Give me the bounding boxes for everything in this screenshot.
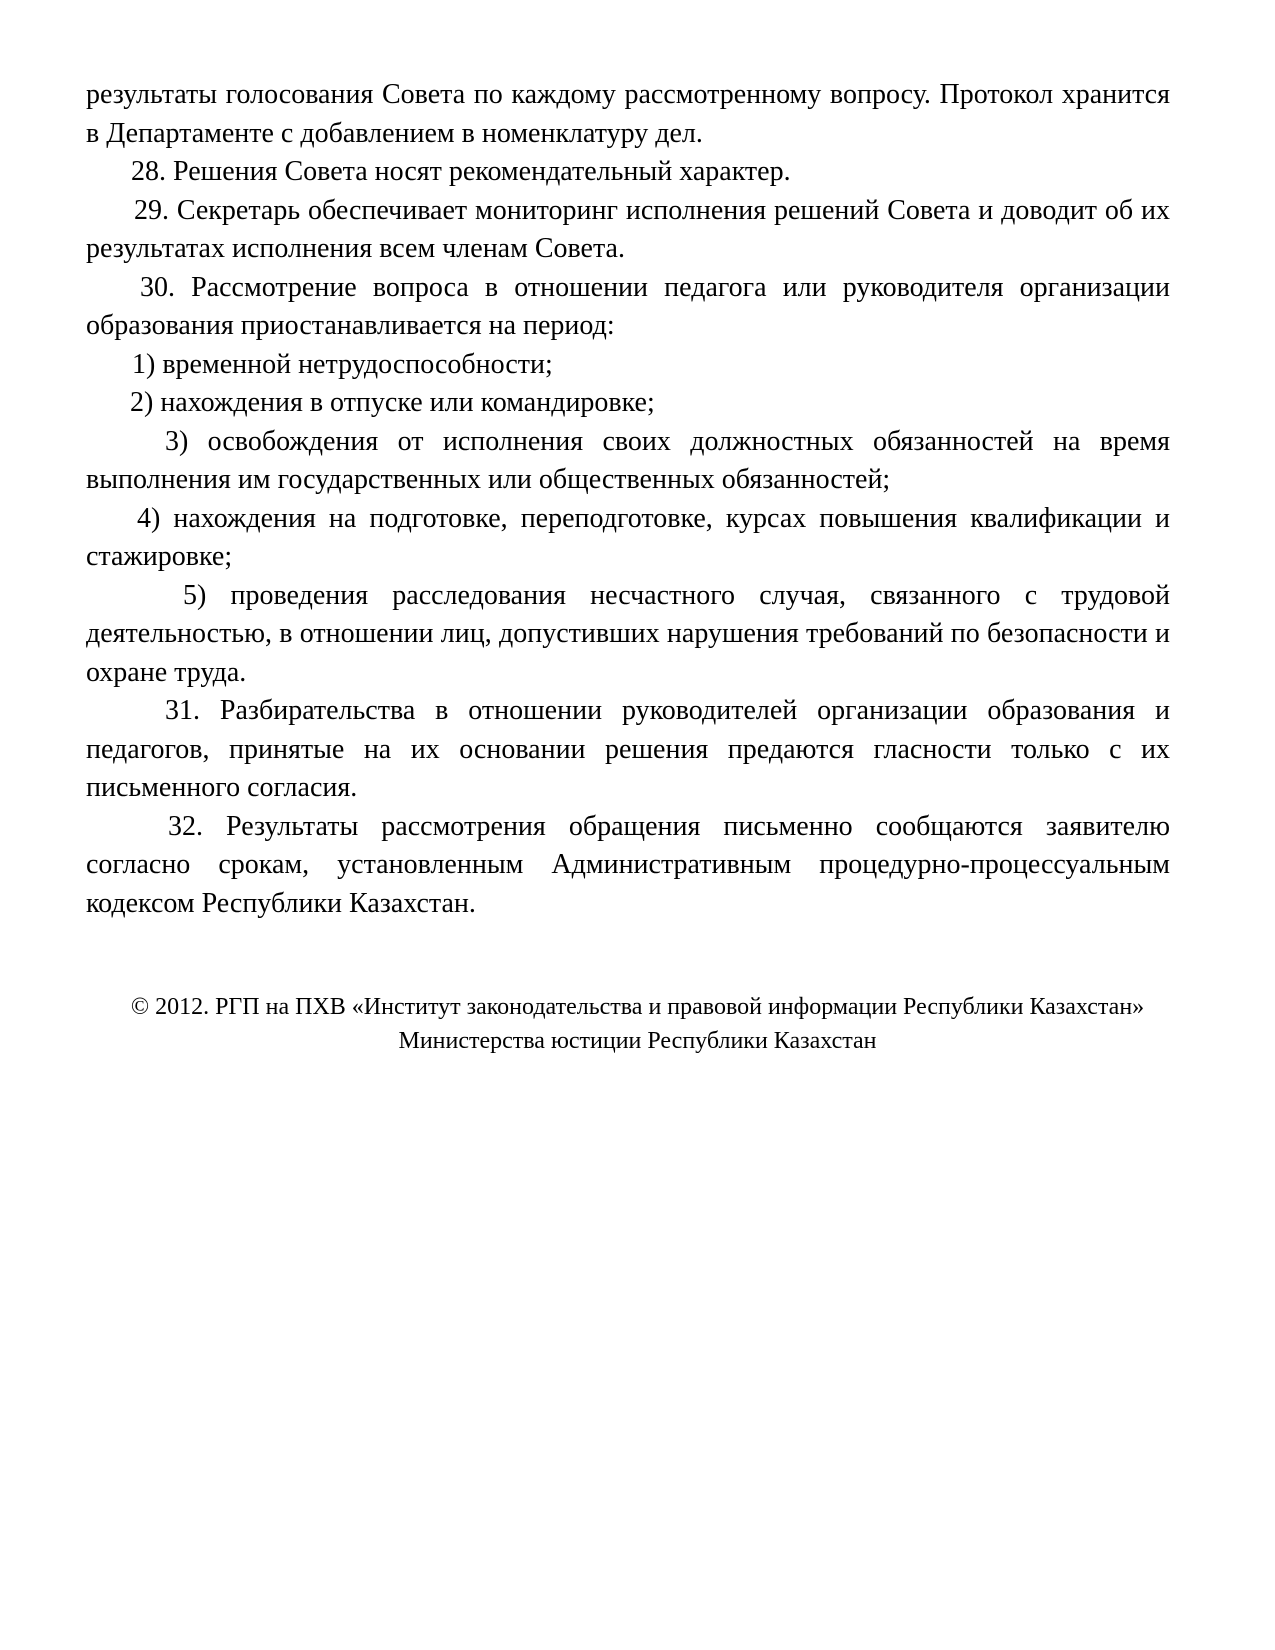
list-item-1: 1) временной нетрудоспособности; — [132, 348, 553, 380]
document-body — [86, 76, 1170, 923]
paragraph-continuation: результаты голосования Совета по каждому рассмотренному вопросу. Протокол хранится в Департаменте с добавлением в номенклатуру дел. — [86, 79, 1170, 149]
list-item-3: 3) освобождения от исполнения своих должностных обязанностей на время выполнения им государственных или общественных обязанностей; — [86, 425, 1170, 495]
copyright-line-2: Министерства юстиции Республики Казахстан — [398, 1028, 877, 1054]
list-item-2: 2) нахождения в отпуске или командировке; — [130, 387, 655, 418]
paragraph-32: 32. Результаты рассмотрения обращения письменно сообщаются заявителю согласно срокам, установленным Административным процедурно-процессуальным кодексом Республики Казахстан. — [86, 810, 1170, 919]
list-item-4: 4) нахождения на подготовке, переподготовке, курсах повышения квалификации и стажировке; — [86, 502, 1170, 572]
list-item-5: 5) проведения расследования несчастного случая, связанного с трудовой деятельностью, в отношении лиц, допустивших нарушения требований по безопасности и охране труда. — [86, 579, 1170, 688]
paragraph-30: 30. Рассмотрение вопроса в отношении педагога или руководителя организации образования приостанавливается на период: — [86, 271, 1170, 341]
paragraph-31: 31. Разбирательства в отношении руководителей организации образования и педагогов, принятые на их основании решения предаются гласности только с их письменного согласия. — [86, 695, 1170, 803]
copyright-line-1: © 2012. РГП на ПХВ «Институт законодательства и правовой информации Республики Казахстан» — [130, 994, 1145, 1020]
copyright-footer — [0, 990, 1275, 1058]
paragraph-29: 29. Секретарь обеспечивает мониторинг исполнения решений Совета и доводит об их результатах исполнения всем членам Совета. — [86, 194, 1170, 264]
paragraph-28: 28. Решения Совета носят рекомендательный характер. — [131, 156, 791, 187]
